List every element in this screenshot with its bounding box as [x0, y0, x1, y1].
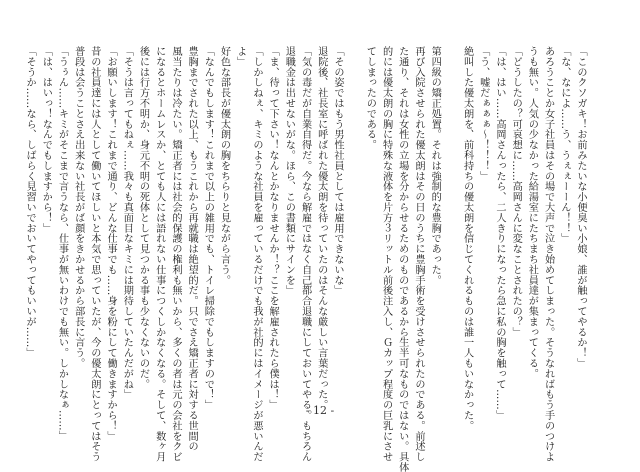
text-line: 退職金は出せないがな。ほら、この書類にサインを」 [283, 46, 295, 296]
text-line: 「は、はいっ！なんでもしますから！」 [40, 46, 52, 234]
text-line: 「気の毒だが自業自得だ。今なら解雇ではなく自己都合退職にしておいてやる。もちろん [299, 46, 311, 462]
text-line: 「ま、待って下さい！なんとかなりませんか！？ここを解雇されたら僕は！」 [267, 46, 279, 410]
text-line: 再び入院させられた優太朗はその日のうちに豊胸手術を受けさせられたのである。前述し [412, 46, 424, 462]
text-line: 後には行方不明か、身元不明の死体として見つかる事も少なくないのだ。 [137, 46, 149, 390]
text-line: 昔の社員達には人として働いてほしいと本気で思っていたが、今の優太朗にとってはそう [88, 46, 100, 462]
text-line: た通り、それは女性の立場を分からせるためのものであるから生半可なものではない。具体 [396, 46, 408, 472]
text-line: 「その姿ではもう男性社員としては雇用できないな」 [331, 46, 343, 296]
text-line: 普段は会うことさえ出来ない社長がば顔をきかせるから部長に言う。 [72, 46, 84, 369]
text-line: てしまったのである。 [364, 46, 376, 150]
text-line: 「は、はい……高岡さんったら、二人きりになったら急に私の胸を触って……」 [493, 46, 505, 421]
text-line: 豊胸までされた以上、もうこれから再就職は絶望的だ。只でさえ矯正者に対する世間の [186, 46, 198, 452]
text-line: 「そうか……なら、しばらく見習いでおいてやってもいいが……」 [24, 46, 36, 358]
text-line: 「このクソガキ！お前みたいな小便臭い小娘、誰が触ってやるか！」 [575, 46, 586, 369]
text-line: 的には優太朗の胸に特殊な液体を片方３リットル前後注入し、Ｇカップ程度の巨乳にさせ [380, 46, 392, 462]
text-line: 「お願いします！これまで通り、どんな仕事でも……身を粉にして働きますから！」 [105, 46, 117, 442]
text-line: うも無い。人気の少なかった給湯室にたちまち社員達が集まってくる。 [526, 46, 538, 379]
text-line: 「う、嘘だぁぁぁ～！！！」 [477, 46, 489, 182]
text-line: 「なんでもします！これまで以上の雑用でも、トイレ掃除でもしますので！」 [202, 46, 214, 410]
page-number: - 12 - [305, 404, 335, 417]
text-line: 風当たりは冷たい。矯正者には社会的保護の権利も無いから、多くの者は元の会社をクビ [169, 46, 181, 462]
text-line: 第四級の矯正処置。それは強制的な豊胸であった。 [429, 46, 441, 286]
text-line: 「そうは言ってもねぇ……我々も真面目なキミには期待していたんだがね」 [121, 46, 133, 400]
text-line: よ」 [234, 46, 246, 67]
text-line: 「な、なによ……う、うぇぇーーん！！」 [558, 46, 570, 244]
text-line: になるとホームレスか、とても人には語れない仕事につくしかなくなる。そして、数ヶ月 [153, 46, 165, 462]
text-line: 好色な部長が優太朗の胸をちらりと見ながら言う。 [218, 46, 230, 286]
text-line: 「うぅん……キミがそこまで言うなら、仕事が無いわけでも無い。しかしなぁ……」 [56, 46, 68, 442]
text-line: 絶叫した優太朗を、前科持ちの優太朗を信じてくれるものは誰一人もいなかった。 [461, 46, 473, 431]
text-line: 「どうしたの？可哀想に……高岡さんに変なことされたの？」 [510, 46, 522, 338]
text-line: 退院後、社長室に呼ばれた優太朗を待っていたのはそんな厳しい言葉だった。 [315, 46, 327, 410]
text-line: 「しかしねぇ、キミのような社員を雇っているだけでも我が社的にはイメージが悪いんだ [250, 46, 262, 462]
text-line: あろうことか女子社員はその場で大声で泣き始めてしまった。そうなればもう手のつけよ [542, 46, 554, 462]
text-line [345, 46, 361, 406]
text-line [442, 46, 458, 406]
